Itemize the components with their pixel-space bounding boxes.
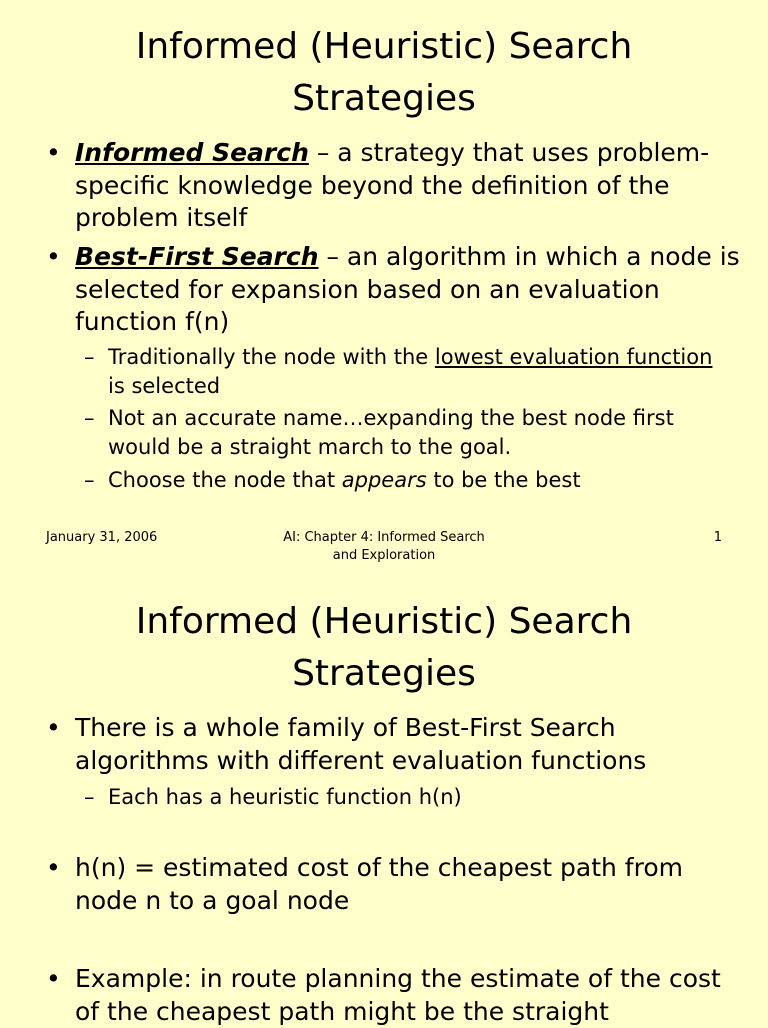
subbullet-text: Not an accurate name…expanding the best node first would be a straight march to the goal. [108,406,674,459]
bullet-text [75,241,746,339]
subbullet-heuristic-function [84,783,734,812]
footer-page-number: 1 [713,530,722,545]
bullet-h-of-n [46,852,746,917]
footer-date: January 31, 2006 [46,530,158,545]
slide-2-title [0,596,768,700]
subbullet-text-post: is selected [108,373,221,398]
bullet-dot: • [46,853,61,882]
bullet-dot: • [46,138,61,167]
bullet-route-planning-example [46,963,746,1028]
subbullet-underlined-phrase: lowest evaluation function [434,345,713,369]
subbullet-appears-best [84,466,734,495]
subbullet-text-pre: Choose the node that [108,468,342,492]
bullet-term: Informed Search [75,138,309,167]
subbullet-dash: – [84,345,95,369]
bullet-text: There is a whole family of Best-First Search algorithms with different evaluation functions [75,713,647,775]
bullet-dot: • [46,713,61,742]
subbullet-dash: – [84,406,95,430]
footer-chapter [253,529,515,565]
bullet-term: Best-First Search [75,242,319,271]
bullet-definition: – a strategy that uses problem-specific knowledge beyond the definition of the problem itself [75,138,710,232]
slide-1-title-line-2: Strategies [292,78,476,119]
bullet-best-first-family [46,712,746,777]
slide-2-title-line-1: Informed (Heuristic) Search [135,601,633,642]
bullet-informed-search [46,137,746,235]
bullet-dot: • [46,242,61,271]
subbullet-text-pre: Traditionally the node with the [108,345,435,369]
slide-1-title [0,21,768,125]
subbullet-text [108,466,734,495]
subbullet-text: Each has a heuristic function h(n) [108,785,462,809]
bullet-best-first-search [46,241,746,339]
bullet-definition: – an algorithm in which a node is selected for expansion based on an evaluation function f(n) [75,242,740,336]
footer-chapter-line-1: AI: Chapter 4: Informed Search [283,530,485,545]
bullet-text: h(n) = estimated cost of the cheapest path from node n to a goal node [75,853,683,915]
bullet-dot: • [46,964,61,993]
footer-chapter-line-2: and Exploration [332,548,436,563]
bullet-text: Example: in route planning the estimate of the cost of the cheapest path might be the straight [75,964,721,1026]
subbullet-lowest-evaluation [84,343,734,400]
slide-2 [0,575,768,1024]
bullet-text [75,137,746,235]
subbullet-text [108,343,734,400]
subbullet-accurate-name [84,404,734,461]
subbullet-text-post: to be the best [426,468,581,492]
subbullet-dash: – [84,468,95,492]
slide-1-title-line-1: Informed (Heuristic) Search [135,26,633,67]
subbullet-italic-word: appears [341,468,427,492]
slide-2-title-line-2: Strategies [292,653,476,694]
subbullet-dash: – [84,785,95,809]
